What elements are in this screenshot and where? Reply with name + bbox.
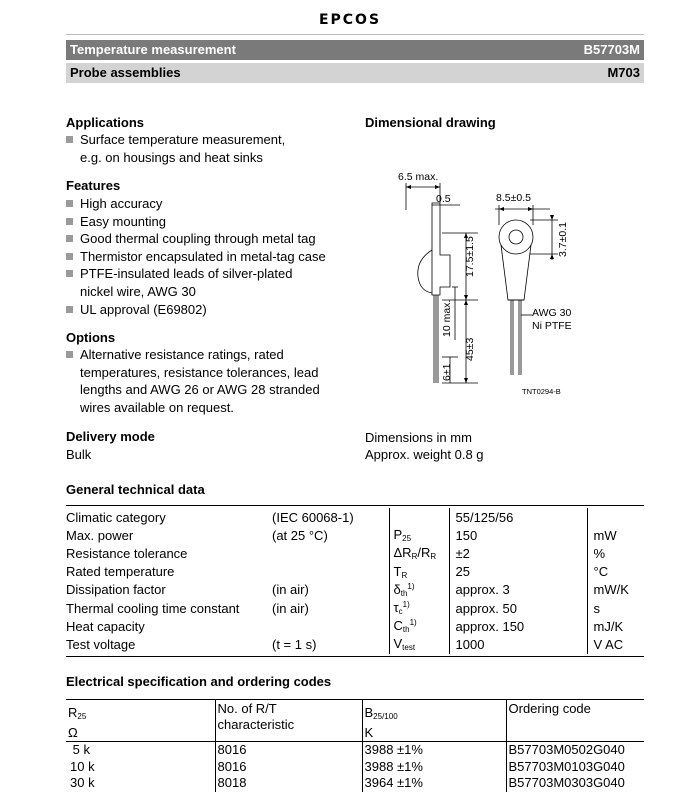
options-heading: Options [66, 330, 116, 345]
applications-list [66, 131, 356, 166]
table-row: Climatic category (IEC 60068-1) 55/125/56 [66, 508, 644, 526]
subheader-series: M703 [607, 65, 640, 80]
dimensional-drawing [380, 165, 590, 400]
general-table-wrap [66, 508, 644, 654]
awg-label: AWG 30 [532, 307, 572, 319]
subheader-title: Probe assemblies [70, 65, 181, 80]
list-item: Good thermal coupling through metal tag [66, 230, 356, 248]
drawing-heading: Dimensional drawing [365, 115, 496, 130]
ptfe-label: Ni PTFE [532, 320, 572, 332]
dim-0-5: 0.5 [436, 193, 451, 205]
table-row: Heat capacity $C_{th}^{1)}$ approx. 150 mJ/K [66, 617, 644, 635]
applications-heading: Applications [66, 115, 145, 130]
general-heading: General technical data [66, 482, 205, 497]
dim-10-max: 10 max. [441, 299, 453, 337]
list-item: Alternative resistance ratings, rated temperatures, resistance tolerances, lead lengths and AWG 26 or AWG 28 stranded wires available on request. [66, 346, 356, 416]
drawing-code: TNT0294-B [522, 387, 561, 396]
subheader-bar [66, 63, 644, 83]
dimensions-note: Dimensions in mm [365, 430, 472, 445]
dim-8-5: 8.5±0.5 [496, 192, 531, 204]
general-bottom-rule [66, 656, 644, 657]
list-item: High accuracy [66, 195, 356, 213]
weight-note: Approx. weight 0.8 g [365, 447, 484, 462]
dim-6: 6±1 [441, 363, 453, 381]
list-item: Thermistor encapsulated in metal-tag case [66, 248, 356, 266]
delivery-heading: Delivery mode [66, 429, 155, 444]
features-list [66, 195, 356, 318]
electrical-table-wrap [66, 700, 644, 792]
list-item: Surface temperature measurement, e.g. on housings and heat sinks [66, 131, 356, 166]
list-item: UL approval (E69802) [66, 301, 356, 319]
list-item: Easy mounting [66, 213, 356, 231]
header-title: Temperature measurement [70, 42, 236, 57]
dim-3-7: 3.7±0.1 [557, 222, 569, 257]
table-header-row: $R_{25}$ Ω No. of R/T characteristic $B_{25/100}$ K Ordering code [66, 700, 644, 742]
table-row: Rated temperature $T_R$ 25 °C [66, 563, 644, 581]
table-row: Dissipation factor (in air) $\delta_{th}^{1)}$ approx. 3 mW/K [66, 581, 644, 599]
table-row: 10 k 8016 3988 ±1% B57703M0103G040 [66, 759, 644, 776]
table-row: Thermal cooling time constant (in air) $\tau_c^{1)}$ approx. 50 s [66, 599, 644, 617]
delivery-value: Bulk [66, 447, 92, 462]
electrical-table [66, 700, 644, 792]
general-top-rule [66, 505, 644, 506]
electrical-heading: Electrical specification and ordering codes [66, 674, 332, 689]
table-row: Resistance tolerance $\Delta R_R/R_R$ ±2 % [66, 544, 644, 562]
options-list [66, 346, 356, 416]
table-row: Test voltage (t = 1 s) $V_{test}$ 1000 V AC [66, 635, 644, 653]
logo-divider [66, 34, 644, 35]
dim-17-5: 17.5±1.5 [464, 236, 476, 277]
features-heading: Features [66, 178, 121, 193]
table-row: 30 k 8018 3964 ±1% B57703M0303G040 [66, 775, 644, 792]
dim-6-5-max: 6.5 max. [398, 171, 439, 183]
epcos-logo: EPCOS [318, 12, 382, 28]
general-table [66, 508, 644, 654]
header-code: B57703M [583, 42, 640, 57]
header-bar [66, 40, 644, 60]
table-row: Max. power (at 25 °C) $P_{25}$ 150 mW [66, 526, 644, 544]
dim-45: 45±3 [464, 337, 476, 361]
list-item: PTFE-insulated leads of silver-plated nickel wire, AWG 30 [66, 265, 356, 300]
table-row: 5 k 8016 3988 ±1% B57703M0502G040 [66, 742, 644, 759]
